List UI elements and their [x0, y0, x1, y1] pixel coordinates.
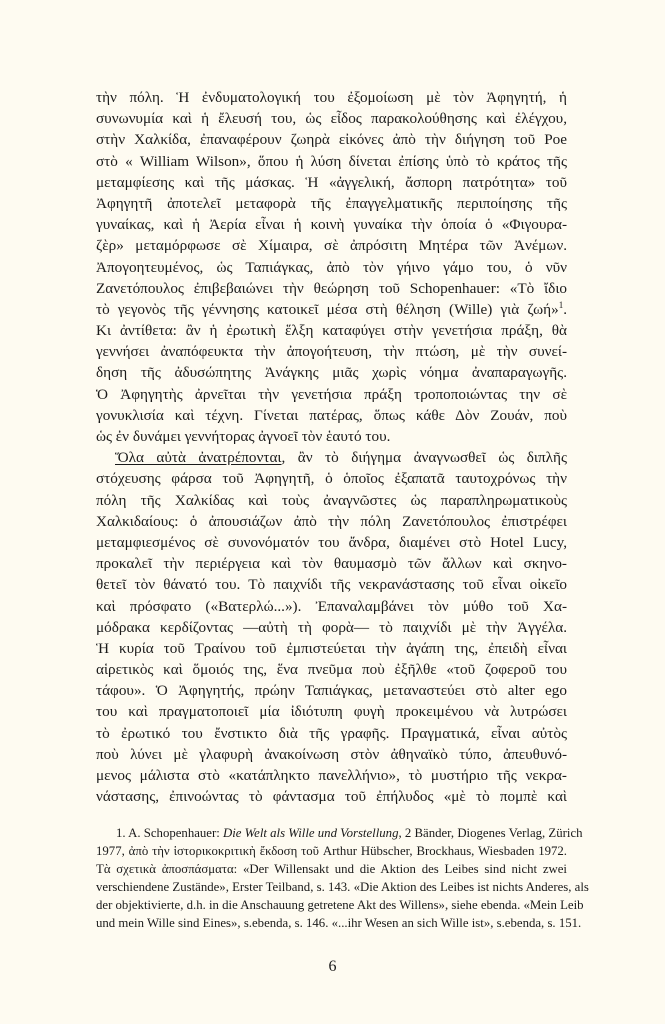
footnote-line: verschiendene Zustände», Erster Teilband, s. 143. «Die Aktion des Leibes ist nichts Anderes, als — [96, 880, 589, 894]
footnote-author: A. Schopenhauer: — [128, 826, 220, 840]
text-line: στόχευσης φάρσα τοῦ Ἀφηγητῆ, ὁ ὁποῖος ἐξαπατᾶ ταυτοχρόνως τὴν — [96, 470, 567, 488]
page-number: 6 — [328, 958, 337, 975]
text-line: θετεῖ τὸν θάνατό του. Τὸ παιχνίδι τῆς νεκρανάστασης τοῦ εἶναι οἰκεῖο — [96, 576, 567, 594]
text-line: καὶ πρόσφατο («Βατερλώ...»). Ἐπαναλαμβάνει τὸν μύθο τοῦ Χα- — [96, 597, 567, 615]
footnote-line: Τὰ σχετικὰ ἀποσπάσματα: «Der Willensakt und die Aktion des Leibes sind nicht zwei — [96, 862, 567, 876]
text-line: Ζανετόπουλος ἐπιβεβαιώνει τὴν θεώρηση τοῦ Schopenhauer: «Τὸ ἴδιο — [96, 279, 567, 297]
text-line: στὴν Χαλκίδα, ἐπαναφέρουν ζωηρὰ εἰκόνες ἀπὸ τὴν διήγηση τοῦ Poe — [96, 131, 567, 149]
text-line: μόδρακα κερδίζοντας —αὐτὴ τὴ φορὰ— τὸ παιχνίδι μὲ τὴν Ἀγγέλα. — [96, 618, 567, 636]
text-line: μεταμφιεσμένος σὲ συνονόματόν του ἄνδρα, διαμένει στὸ Hotel Lucy, — [96, 533, 567, 551]
text-line: Ἀφηγητῆ ἀποτελεῖ μεταφορὰ τῆς ἐπαγγελματικῆς περιποίησης τῆς — [96, 194, 567, 212]
text-line: γονυκλισία καὶ τέχνη. Γίνεται πατέρας, ὅπως κάθε Δὸν Ζουάν, ποὺ — [96, 406, 567, 424]
text-line — [96, 299, 567, 320]
text-line: συνωνυμία καὶ ἡ ἔλευσή του, ὡς εἶδος παρακολούθησης καὶ ἐλέγχου, — [96, 110, 567, 128]
text-line: νάστασης, ἐπινοώντας τὸ φάντασμα τοῦ ἐπήλυδος «μὲ τὸ πομπὲ καὶ — [96, 788, 567, 806]
text-line: πόλη τῆς Χαλκίδας καὶ τοὺς ἀναγνῶστες ὡς παραπληρωματικοὺς — [96, 491, 567, 509]
text-line: στὸ « William Wilson», ὅπου ἡ λύση δίνεται ἐπίσης ὑπὸ τὸ κράτος τῆς — [96, 152, 567, 170]
text-segment: , ἂν τὸ διήγημα ἀναγνωσθεῖ ὡς διπλῆς — [281, 449, 568, 467]
text-line: μενος μάλιστα στὸ «κατάπληκτο πανελλήνιο», τὸ μυστήριο τῆς νεκρα- — [96, 767, 567, 784]
text-segment: . — [563, 300, 567, 318]
paragraph-start-line — [96, 447, 567, 468]
text-segment: τὸ γεγονὸς τῆς γέννησης κατοικεῖ μέσα στὴ θέληση (Wille) γιὰ ζωή» — [96, 300, 559, 318]
text-line: Ὁ Ἀφηγητὴς ἀρνεῖται τὴν γενετήσια πράξη τροποποιώντας την σὲ — [96, 385, 567, 403]
footnote-line — [96, 824, 583, 842]
footnote-line: und mein Wille sind Eines», s.ebenda, s. 146. «...ihr Wesen an sich Wille ist», s.ebenda, s. 151. — [96, 916, 582, 930]
text-line: Ἡ κυρία τοῦ Τραίνου τοῦ ἐμπιστεύεται τὴν ἀγάπη της, ἐπειδὴ εἶναι — [96, 639, 567, 657]
text-line: ὡς ἐν δυνάμει γεννήτορας ἀγνοεῖ τὸν ἑαυτό του. — [96, 428, 391, 445]
text-line: προκαλεῖ τὴν περιέργεια καὶ τὸν θαυμασμὸ τῶν ἄλλων καὶ σκηνο- — [96, 555, 567, 573]
text-line: τὴν πόλη. Ἡ ἐνδυματολογική του ἐξομοίωση μὲ τὸν Ἀφηγητή, ἡ — [96, 89, 567, 106]
text-line: γεννήσει ἀναπόφευκτα τὴν ἀπογοήτευση, τὴν πτώση, μὲ τὴν συνεί- — [96, 343, 567, 361]
footnote-number: 1. — [116, 826, 126, 840]
text-line: τάφου». Ὁ Ἀφηγητής, πρώην Ταπιάγκας, μεταναστεύει στὸ alter ego — [96, 682, 567, 700]
text-line: ζὲρ» μεταμόρφωσε σὲ Χίμαιρα, σὲ ἀπρόσιτη Μητέρα τῶν Ἀνέμων. — [96, 237, 567, 255]
text-line: ποὺ λύνει μὲ γλαφυρὴ ἀνακοίνωση στὸν ἀθηναϊκὸ τύπο, ἀπευθυνό- — [96, 745, 567, 763]
footnote-line: der objektivierte, d.h. in die Anschauung getretene Akt des Willens», siehe ebenda. «Mein Leib — [96, 898, 584, 912]
footnote-title: Die Welt als Wille und Vorstellung — [223, 826, 399, 840]
main-text — [96, 87, 567, 807]
footnote-line: 1977, ἀπὸ τὴν ἱστορικοκριτικὴ ἔκδοση τοῦ Arthur Hübscher, Brockhaus, Wiesbaden 1972. — [96, 844, 567, 858]
underlined-phrase: Ὅλα αὐτὰ ἀνατρέπονται — [115, 449, 282, 467]
text-line: Χαλκιδαίους: ὁ ἀπουσιάζων ἀπὸ τὴν πόλη Ζανετόπουλος ἐπιστρέφει — [96, 512, 567, 530]
text-line: Κι ἀντίθετα: ἂν ἡ ἐρωτικὴ ἕλξη καταφύγει στὴν γενετήσια πράξη, θὰ — [96, 322, 567, 340]
text-line: Ἀπογοητευμένος, ὡς Ταπιάγκας, ἀπὸ τὸν γήινο γάμο του, ὁ νῦν — [96, 258, 567, 276]
footnote-reference[interactable]: 1 — [558, 299, 564, 310]
footnote-text: , 2 Bänder, Diogenes Verlag, Zürich — [398, 826, 583, 840]
text-line: αἱρετικὸς καὶ ὅμοιός της, ἕνα πνεῦμα ποὺ ἐξῆλθε «τοῦ ζοφεροῦ του — [96, 661, 567, 679]
text-line: γυναίκας, καὶ ἡ Ἀερία εἶναι ἡ κοινὴ γυναίκα τὴν ὁποία ὁ «Φιγουρα- — [96, 216, 567, 234]
text-line: δηση τῆς ἀδυσώπητης Ἀνάγκης μιᾶς χωρὶς νόημα ἀναπαραγωγῆς. — [96, 364, 567, 382]
footnotes — [96, 824, 589, 932]
text-line: τὸ ἐρωτικό του ἔνστικτο διὰ τῆς γραφῆς. Πραγματικά, εἶναι αὐτὸς — [96, 724, 567, 742]
text-line: μεταμφίεσης καὶ τῆς μάσκας. Ἡ «ἀγγελική, ἄσπορη πατρότητα» τοῦ — [96, 173, 567, 191]
text-line: του καὶ πραγματοποιεῖ μία ἰδιότυπη φυγὴ προκειμένου νὰ λυτρώσει — [96, 703, 567, 721]
